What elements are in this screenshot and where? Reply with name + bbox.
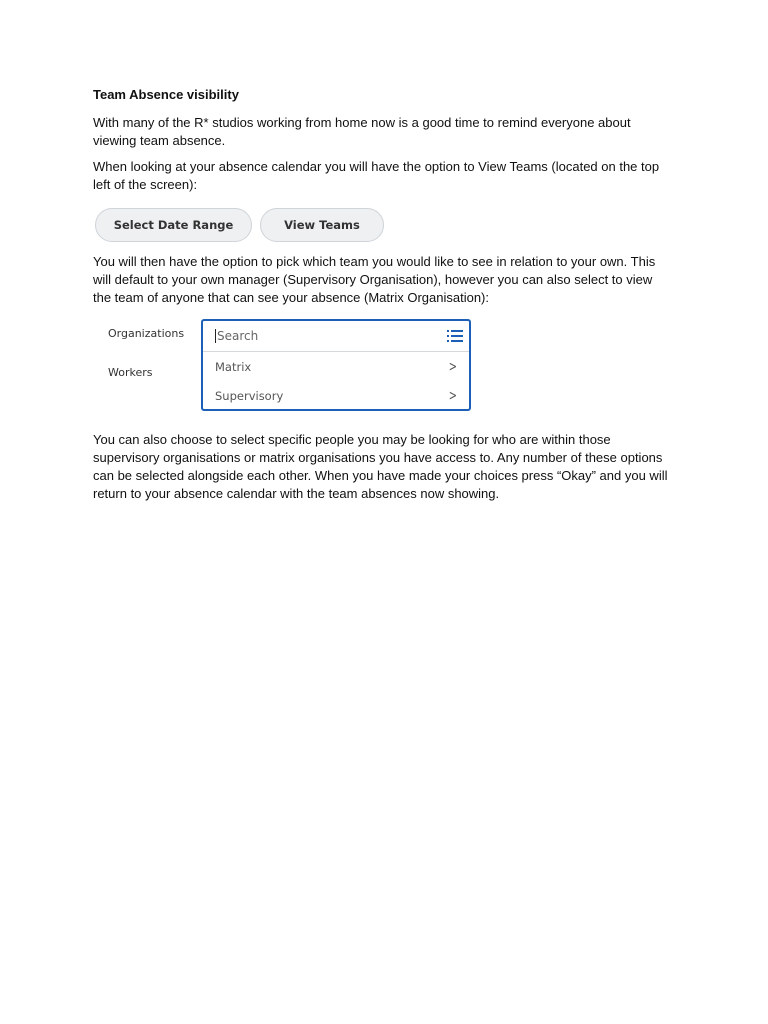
workers-label: Workers [108, 366, 153, 379]
paragraph-pick-team: You will then have the option to pick which team you would like to see in relation to your own. This will default to your own manager (Supervisory Organisation), however you can also select to view the team of anyone that can see your absence (Matrix Organisation): [93, 254, 656, 305]
option-supervisory[interactable] [203, 381, 469, 410]
paragraph-intro: With many of the R* studios working from home now is a good time to remind everyone about viewing team absence. [93, 115, 631, 148]
chevron-right-icon: > [449, 358, 458, 375]
search-input[interactable]: Search [217, 329, 259, 343]
list-icon[interactable] [447, 330, 463, 342]
option-matrix[interactable] [203, 352, 469, 381]
paragraph-select-people: You can also choose to select specific people you may be looking for who are within those supervisory organisations or matrix organisations you have access to. Any number of these options can be selected alongside each other. When you have made your choices press “Okay” and you will return to your absence calendar with the team absences now showing. [93, 432, 668, 501]
document-title: Team Absence visibility [93, 87, 239, 102]
chevron-right-icon: > [449, 387, 458, 404]
organizations-dropdown[interactable] [201, 319, 471, 411]
select-date-range-button[interactable]: Select Date Range [95, 208, 252, 242]
option-label: Matrix [215, 359, 252, 374]
option-label: Supervisory [215, 388, 284, 403]
team-prompt-screenshot [93, 318, 493, 418]
button-row [95, 208, 384, 242]
paragraph-view-teams: When looking at your absence calendar you will have the option to View Teams (located on the top left of the screen): [93, 159, 660, 192]
organizations-label: Organizations [108, 327, 185, 340]
document-page [93, 86, 673, 202]
view-teams-button[interactable]: View Teams [260, 208, 384, 242]
search-row[interactable] [203, 321, 469, 352]
